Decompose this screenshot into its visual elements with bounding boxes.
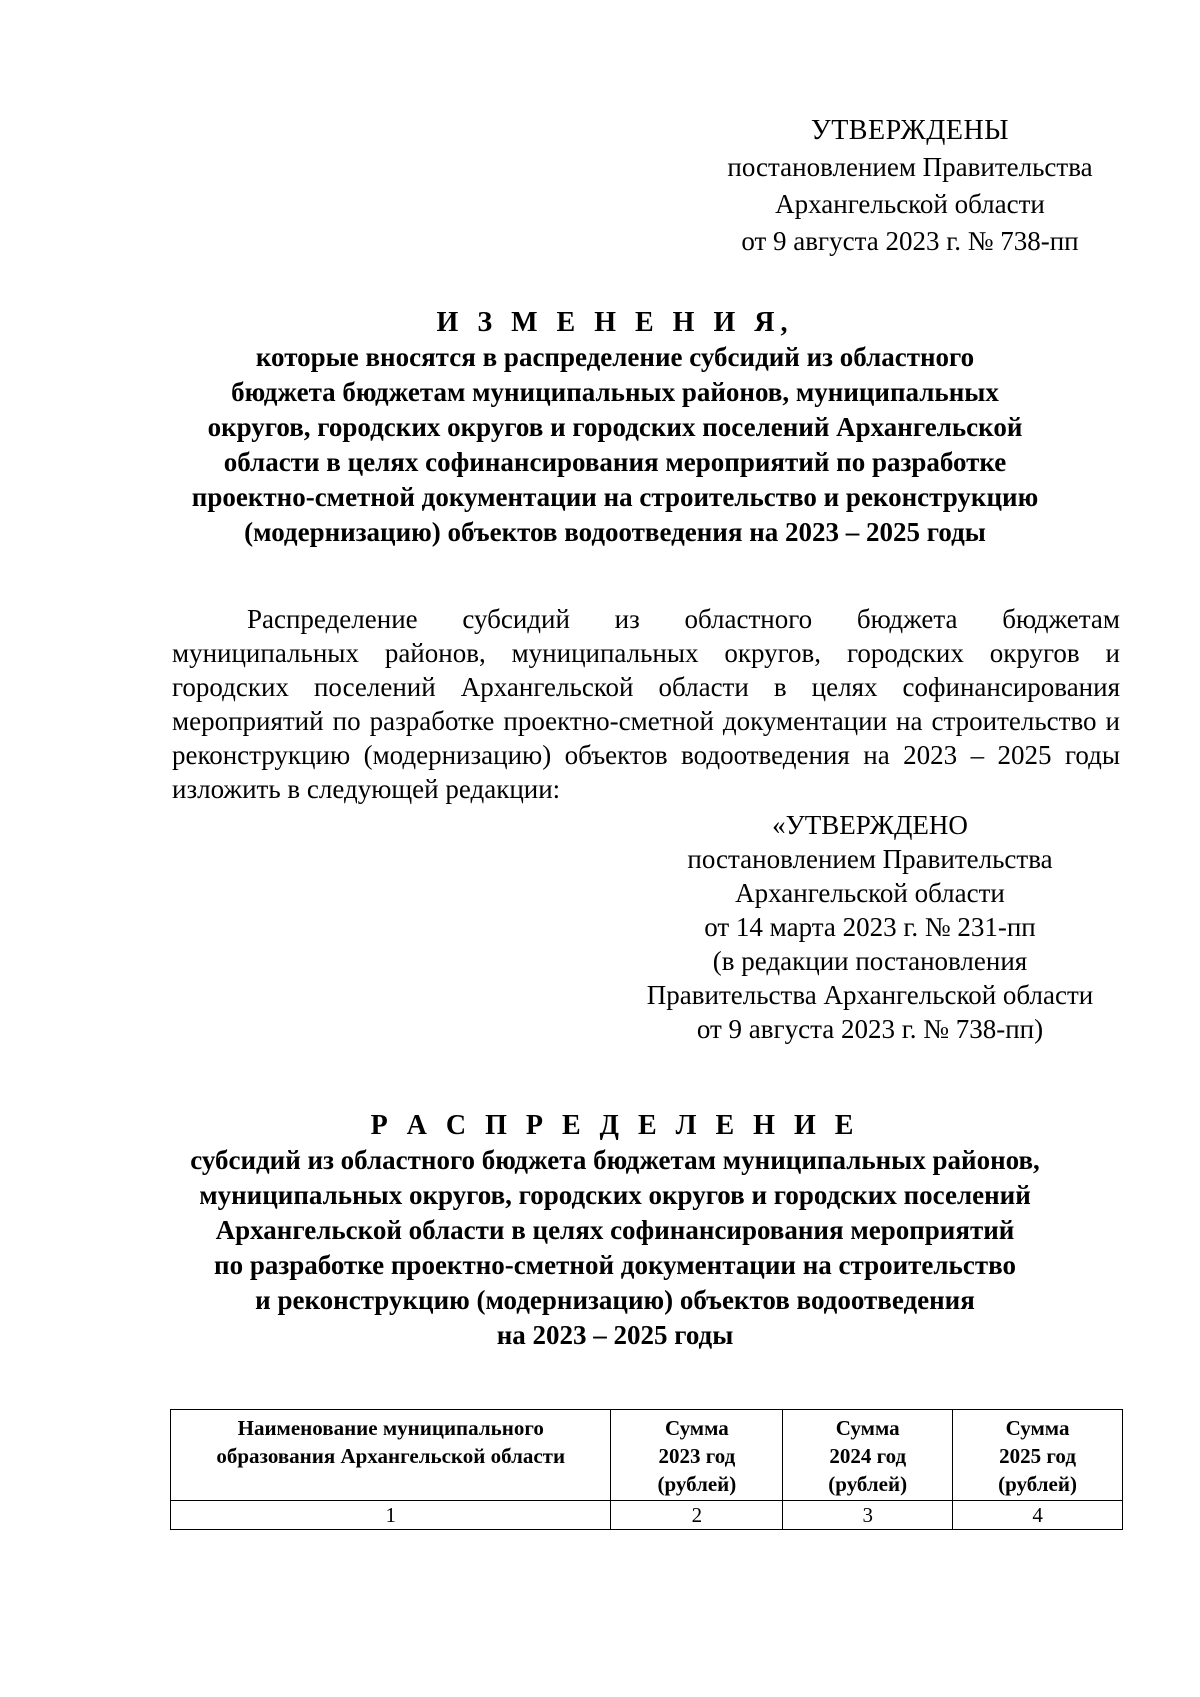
quoted-approval-line: Правительства Архангельской области: [646, 980, 1094, 1010]
changes-title-line: области в целях софинансирования мероприятий по разработке: [223, 447, 1007, 477]
approval-title: УТВЕРЖДЕНЫ: [810, 115, 1010, 146]
column-number: 2: [611, 1501, 783, 1530]
quoted-approval-line: от 9 августа 2023 г. № 738-пп): [696, 1014, 1044, 1044]
distribution-title-line: на 2023 – 2025 годы: [496, 1320, 734, 1350]
distribution-title: [140, 1108, 1090, 1353]
column-number: 3: [783, 1501, 953, 1530]
column-header-municipality: [171, 1410, 611, 1501]
distribution-title-line: субсидий из областного бюджета бюджетам муниципальных районов,: [190, 1145, 1040, 1175]
column-header-2025: [953, 1410, 1123, 1501]
header-line: (рублей): [828, 1472, 908, 1496]
header-line: Сумма: [664, 1416, 729, 1440]
header-line: Сумма: [835, 1416, 900, 1440]
approval-line: постановлением Правительства: [727, 152, 1093, 182]
table-numbering-row: [171, 1501, 1123, 1530]
header-line: 2023 год: [658, 1444, 736, 1468]
header-line: 2024 год: [829, 1444, 907, 1468]
changes-title-line: бюджета бюджетам муниципальных районов, муниципальных: [231, 377, 999, 407]
distribution-title-line: Архангельской области в целях софинансирования мероприятий: [215, 1215, 1015, 1245]
header-line: 2025 год: [999, 1444, 1076, 1468]
quoted-approval-line: «УТВЕРЖДЕНО: [772, 810, 968, 840]
changes-title-line: (модернизацию) объектов водоотведения на 2023 – 2025 годы: [244, 517, 986, 547]
changes-title: [150, 305, 1080, 550]
approval-stamp: [700, 112, 1120, 260]
column-header-2023: [611, 1410, 783, 1501]
distribution-table: [170, 1409, 1123, 1530]
header-line: образования Архангельской области: [216, 1444, 566, 1468]
quoted-approval-line: (в редакции постановления: [712, 946, 1028, 976]
approval-line: от 9 августа 2023 г. № 738-пп: [741, 226, 1079, 256]
approval-line: Архангельской области: [775, 189, 1045, 219]
header-line: Сумма: [1005, 1416, 1070, 1440]
header-line: Наименование муниципального: [237, 1416, 544, 1440]
column-header-2024: [783, 1410, 953, 1501]
distribution-title-line: по разработке проектно-сметной документации на строительство: [214, 1250, 1016, 1280]
changes-heading: И З М Е Н Е Н И Я,: [436, 307, 794, 338]
header-line: (рублей): [998, 1472, 1077, 1496]
column-number: 4: [953, 1501, 1123, 1530]
changes-title-line: округов, городских округов и городских поселений Архангельской: [207, 412, 1023, 442]
distribution-title-line: муниципальных округов, городских округов и городских поселений: [199, 1180, 1031, 1210]
header-line: (рублей): [657, 1472, 737, 1496]
distribution-title-line: и реконструкцию (модернизацию) объектов водоотведения: [255, 1285, 975, 1315]
distribution-heading: Р А С П Р Е Д Е Л Е Н И Е: [370, 1110, 860, 1141]
changes-title-line: которые вносятся в распределение субсидий из областного: [255, 342, 975, 372]
quoted-approval-line: от 14 марта 2023 г. № 231-пп: [704, 912, 1036, 942]
quoted-approval-line: постановлением Правительства: [687, 844, 1053, 874]
quoted-approval-stamp: [620, 808, 1120, 1046]
column-number: 1: [171, 1501, 611, 1530]
quoted-approval-line: Архангельской области: [735, 878, 1005, 908]
changes-title-line: проектно-сметной документации на строительство и реконструкцию: [191, 482, 1039, 512]
table-header-row: [171, 1410, 1123, 1501]
body-paragraph: Распределение субсидий из областного бюджета бюджетам муниципальных районов, муниципальных округов, городских округов и городских поселений Архангельской области в целях софинансирования мероприятий по разработке проектно-сметной документации на строительство и реконструкцию (модернизацию) объектов водоотведения на 2023 – 2025 годы изложить в следующей редакции:: [172, 604, 1120, 804]
